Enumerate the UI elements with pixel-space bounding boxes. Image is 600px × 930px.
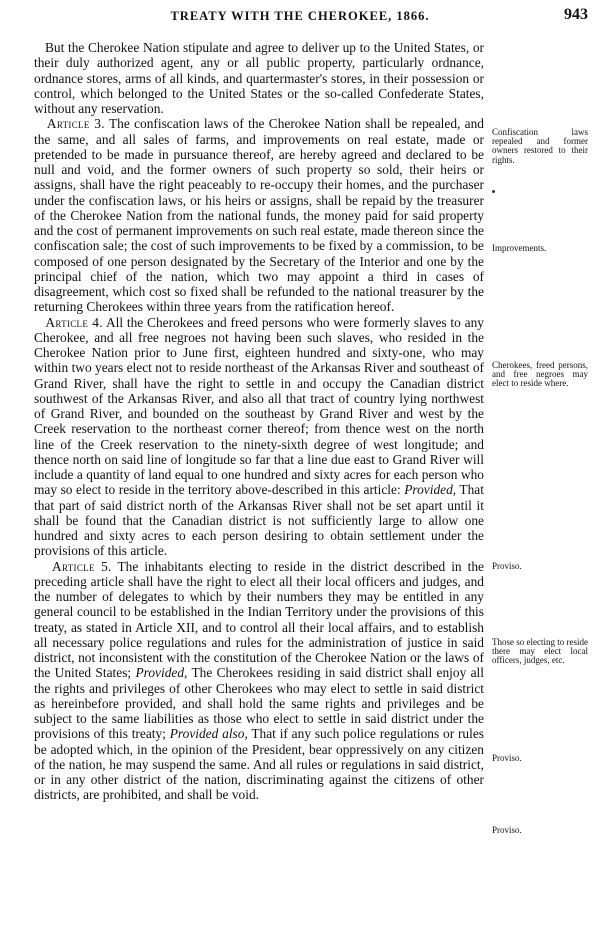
margin-note-those-electing: Those so electing to reside there may elect local officers, judges, etc. [492, 637, 588, 666]
margin-note-proviso-article-5-second: Proviso. [492, 825, 522, 835]
paragraph-text: But the Cherokee Nation stipulate and agree to deliver up to the United States, or their duly authorized agent, any or all public property, particularly ordnance, ordnance stores, arms of all kinds, and quartermaster's stores, in their possession or control, which belonged to the United States or the so-called Confederate States, without any reservation. [34, 40, 484, 116]
margin-note-proviso-article-5-first: Proviso. [492, 753, 522, 763]
article-4 [34, 315, 484, 559]
article-text: The inhabitants electing to reside in the district described in the preceding article shall have the right to elect all their local officers and judges, and the number of delegates to which by their numbers they may be entitled in any general council to be established in the Indian Territory under the provisions of this treaty, as stated in Article XII, and to control all their local affairs, and to establish all necessary police regulations and rules for the administration of justice in said district, not inconsistent with the constitution of the Cherokee Nation or the laws of the United States; [34, 558, 484, 681]
article-text: The Cherokees residing in said district shall enjoy all the rights and privileges of other Cherokees who may elect to settle in said district as hereinbefore provided, and shall hold the same rights and privileges and be subject to the same liabilities as those who elect to settle in said district under the provisions of this treaty; [34, 665, 484, 742]
margin-note-cherokees-freed: Cherokees, freed persons, and free negroes may elect to reside where. [492, 360, 588, 389]
article-heading: Article 5. [52, 558, 112, 574]
proviso-word: Provided also, [169, 726, 248, 742]
article-text: That if any such police regulations or rules be adopted which, in the opinion of the President, bear oppressively on any citizen of the nation, he may suspend the same. And all rules or regulations in said district, or in any other district of the nation, discriminating against the citizens of other districts, are prohibited, and shall be void. [34, 726, 484, 803]
proviso-word: Provided, [404, 482, 457, 498]
margin-note-proviso-article-4: Proviso. [492, 561, 522, 571]
margin-note-improvements: Improvements. [492, 243, 547, 253]
running-head: TREATY WITH THE CHEROKEE, 1866. [170, 9, 430, 23]
article-3 [34, 116, 484, 314]
article-heading: Article 3. [46, 116, 105, 132]
article-text: All the Cherokees and freed persons who were formerly slaves to any Cherokee, and all free negroes not having been such slaves, who resided in the Cherokee Nation prior to June first, eighteen hundred and sixty-one, who may within two years elect not to reside northeast of the Arkansas River and southeast of Grand River, shall have the right to settle in and occupy the Canadian district southwest of the Arkansas River, and also all that tract of country lying northwest of Grand River, and bounded on the southeast by Grand River and west by the Creek reservation to the northeast corner thereof; from thence west on the north line of the Creek reservation to the ninety-sixth degree of west longitude; and thence north on said line of longitude so far that a line due east to Grand River will include a quantity of land equal to one hundred and sixty acres for each person who may so elect to reside in the territory above-described in this article: [34, 314, 484, 498]
article-text: That that part of said district north of the Arkansas River shall not be set apart until it shall be found that the Canadian district is not sufficiently large to allow one hundred and sixty acres to each person desiring to obtain settlement under the provisions of this article. [34, 482, 484, 559]
article-heading: Article 4. [45, 314, 103, 330]
page-header [0, 6, 600, 26]
body-text [34, 40, 484, 803]
article-5 [34, 559, 484, 803]
margin-dot [492, 190, 495, 193]
article-text: The confiscation laws of the Cherokee Nation shall be repealed, and the same, and all sales of farms, and improvements on real estate, made or pretended to be made in pursuance thereof, are hereby agreed and declared to be null and void, and the former owners of such property so sold, their heirs or assigns, shall have the right peaceably to re-occupy their homes, and the purchaser under the confiscation laws, or his heirs or assigns, shall be repaid by the treasurer of the Cherokee Nation from the national funds, the money paid for said property and the cost of permanent improvements on such real estate, made thereon since the confiscation sale; the cost of such improvements to be fixed by a commission, to be composed of one person designated by the Secretary of the Interior and one by the principal chief of the nation, which two may appoint a third in cases of disagreement, which cost so fixed shall be refunded to the national treasurer by the returning Cherokees within three years from the ratification hereof. [34, 116, 484, 315]
proviso-word: Provided, [135, 665, 188, 681]
margin-note-confiscation: Confiscation laws repealed and former owners restored to their rights. [492, 127, 588, 165]
paragraph-delivery-of-stores [34, 40, 484, 116]
page-number: 943 [564, 6, 588, 23]
